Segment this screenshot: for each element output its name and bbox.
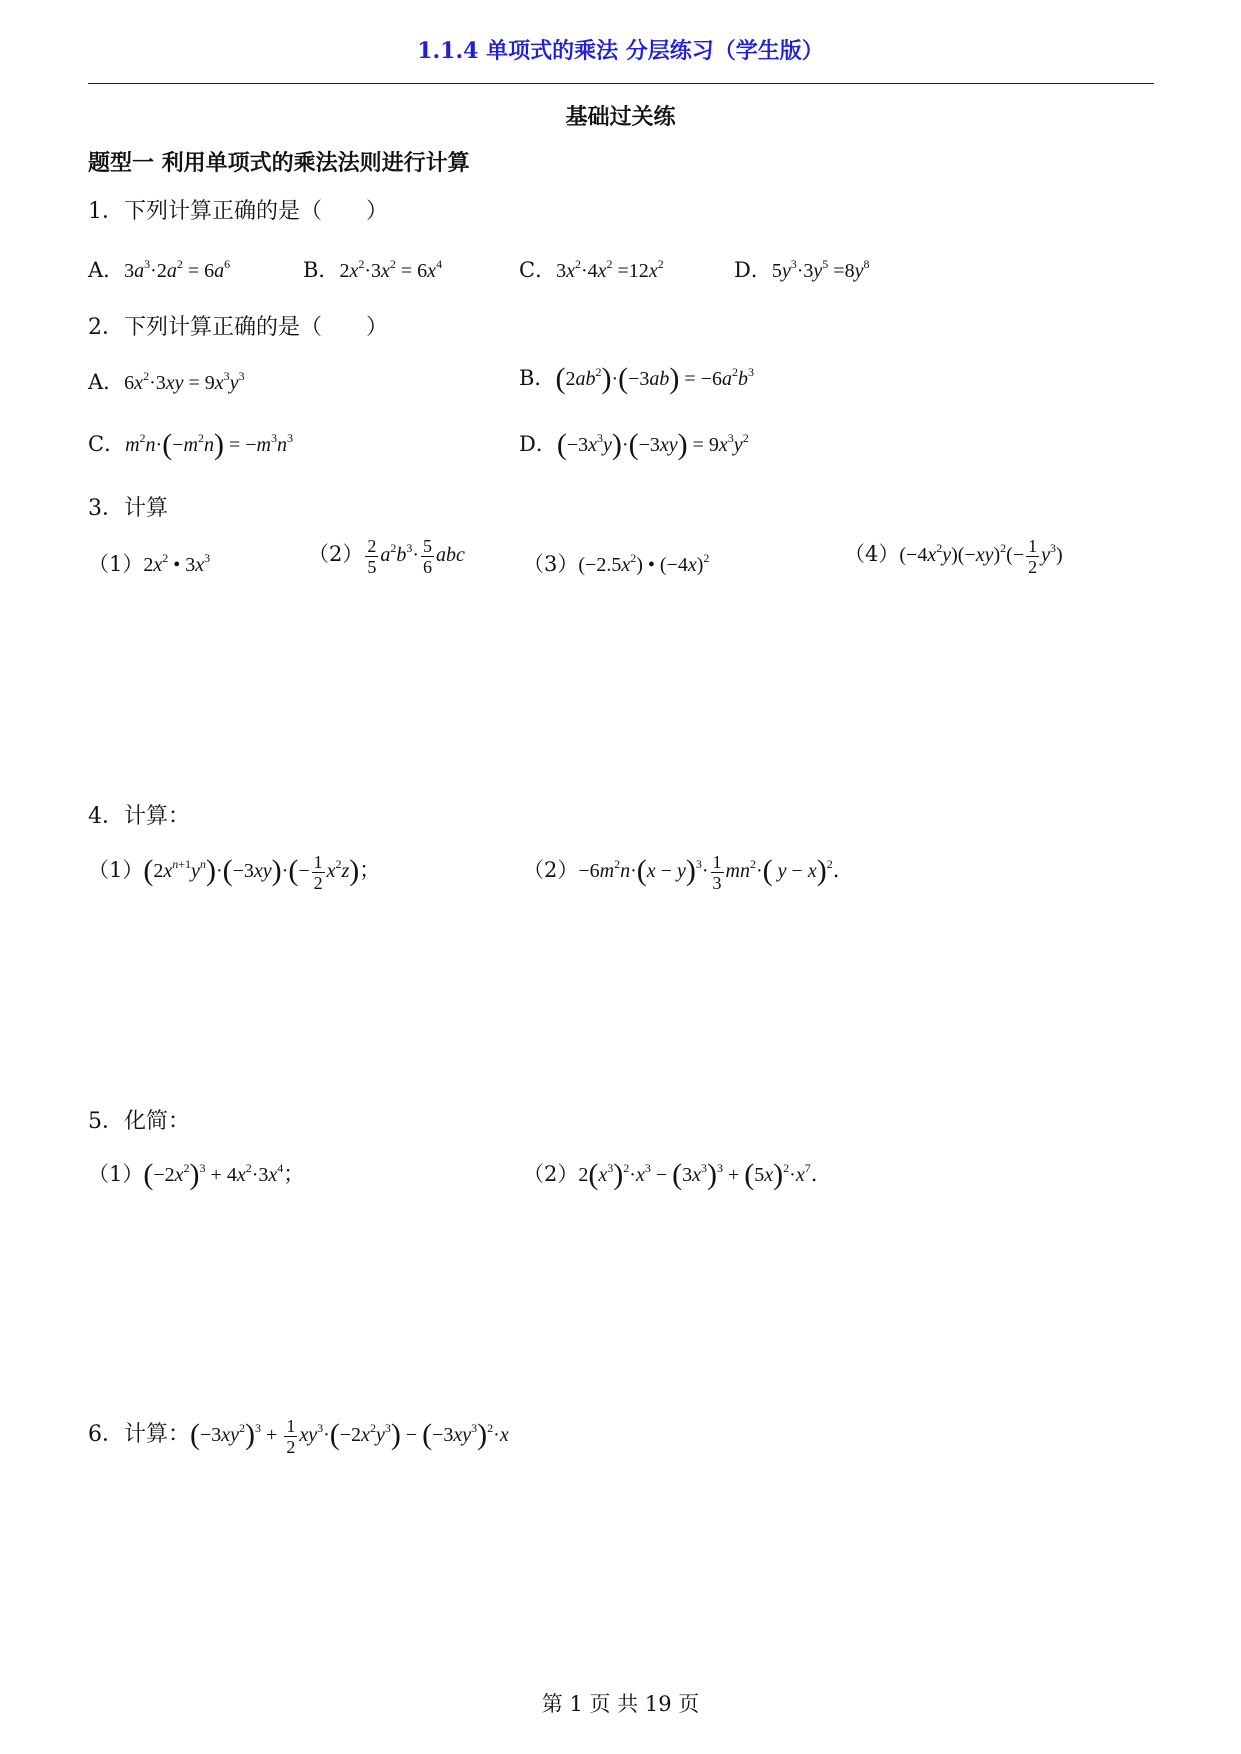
math-expression: $\frac{2}{5}$ $a^2b^3\cdot$ $\frac{5}{6}$ abc	[367, 536, 465, 577]
q2-option-c	[88, 428, 293, 462]
q1-option-c	[519, 254, 664, 284]
math-expression: $(-3x^3y)\cdot(-3xy) = 9x^3y^2$	[556, 428, 749, 461]
math-expression: $2x^2\cdot 3x^2 = 6x^4$	[339, 257, 443, 282]
math-expression: $(-2x^2)^3 + 4x^2\cdot 3x^4$	[143, 1158, 284, 1191]
math-expression: $(2x^{n+1}y^n)\cdot(-3xy)\cdot(-$ $\frac{1}{2}$ $x^2z$)	[143, 852, 360, 893]
q5-stem: 5．化简：	[88, 1109, 190, 1134]
punctuation: .	[832, 858, 840, 883]
q4-part-2	[523, 852, 839, 893]
punctuation: .	[810, 1162, 818, 1186]
q4-part-1	[88, 852, 380, 893]
q3-part-4	[844, 536, 1063, 577]
punctuation: ；	[359, 858, 381, 883]
option-label: D．	[519, 432, 557, 456]
q1-stem: 1．下列计算正确的是（ ）	[88, 199, 388, 224]
math-expression: $(-2.5x^2)$ • $(-4x)^2$	[578, 551, 710, 576]
part-label: （4）	[844, 542, 900, 567]
math-expression: $2(x^3)^2\cdot x^3 - (3x^3)^3 + (5x)^2\cdot x^7$	[578, 1158, 811, 1191]
q6-stem: 6．计算：	[88, 1422, 190, 1448]
page-footer: 第 1 页 共 19 页	[541, 1692, 700, 1716]
section-title: 基础过关练	[565, 104, 676, 130]
q1-option-d	[734, 254, 869, 284]
part-label: （2）	[523, 858, 579, 883]
part-label: （1）	[88, 1162, 144, 1186]
q6	[88, 1416, 509, 1457]
math-expression: $m^2n\cdot(-m^2n) = -m^3n^3$	[125, 428, 293, 461]
part-label: （2）	[523, 1162, 579, 1186]
q4-stem: 4．计算：	[88, 804, 190, 829]
q3-stem: 3．计算	[88, 496, 168, 521]
q3-part-2	[308, 536, 465, 577]
option-label: C．	[88, 432, 126, 456]
option-label: B．	[519, 366, 556, 390]
q2-option-a	[88, 366, 245, 396]
math-expression: $-6m^2n\cdot(x - y)^3\cdot$ $\frac{1}{3}$ $mn^2\cdot$( y − x)$^2$	[578, 852, 833, 893]
q2-option-b	[519, 362, 754, 396]
math-expression: $6x^2\cdot 3xy = 9x^3y^3$	[124, 369, 245, 394]
part-label: （1）	[88, 552, 144, 576]
document-title: 1.1.4 单项式的乘法 分层练习（学生版）	[417, 38, 824, 64]
q3-part-1	[88, 548, 210, 578]
math-expression: $(2ab^2)\cdot(-3ab) = -6a^2b^3$	[555, 362, 754, 395]
math-expression: $3a^3\cdot 2a^2 = 6a^6$	[124, 257, 231, 282]
math-expression: $3x^2\cdot 4x^2 =12x^2$	[556, 257, 664, 282]
part-label: （1）	[88, 858, 144, 883]
punctuation: ；	[283, 1162, 305, 1186]
q3-part-3	[523, 548, 709, 578]
option-label: A．	[88, 258, 125, 282]
header-rule	[88, 83, 1154, 84]
type-heading: 题型一 利用单项式的乘法法则进行计算	[88, 150, 470, 176]
q2-option-d	[519, 428, 749, 462]
q5-part-1	[88, 1158, 304, 1192]
option-label: D．	[734, 258, 772, 282]
q5-part-2	[523, 1158, 817, 1192]
q2-stem: 2．下列计算正确的是（ ）	[88, 315, 388, 340]
option-label: A．	[88, 370, 125, 394]
math-expression: $(-4x^2y)(-xy)^2(-$ $\frac{1}{2}$ $y^3$)	[899, 536, 1063, 577]
part-label: （2）	[308, 542, 364, 567]
math-expression: $2x^2$ • $3x^3$	[143, 551, 211, 576]
option-label: C．	[519, 258, 557, 282]
math-expression: $(-3xy^2)^3$ + $\frac{1}{2}$ $xy^3\cdot(-2x^2y^3) - (-3xy^3)^2\cdot x$	[190, 1416, 509, 1457]
part-label: （3）	[523, 552, 579, 576]
option-label: B．	[303, 258, 340, 282]
math-expression: $5y^3\cdot 3y^5 =8y^8$	[771, 257, 870, 282]
q1-option-a	[88, 254, 230, 284]
q1-option-b	[303, 254, 442, 284]
